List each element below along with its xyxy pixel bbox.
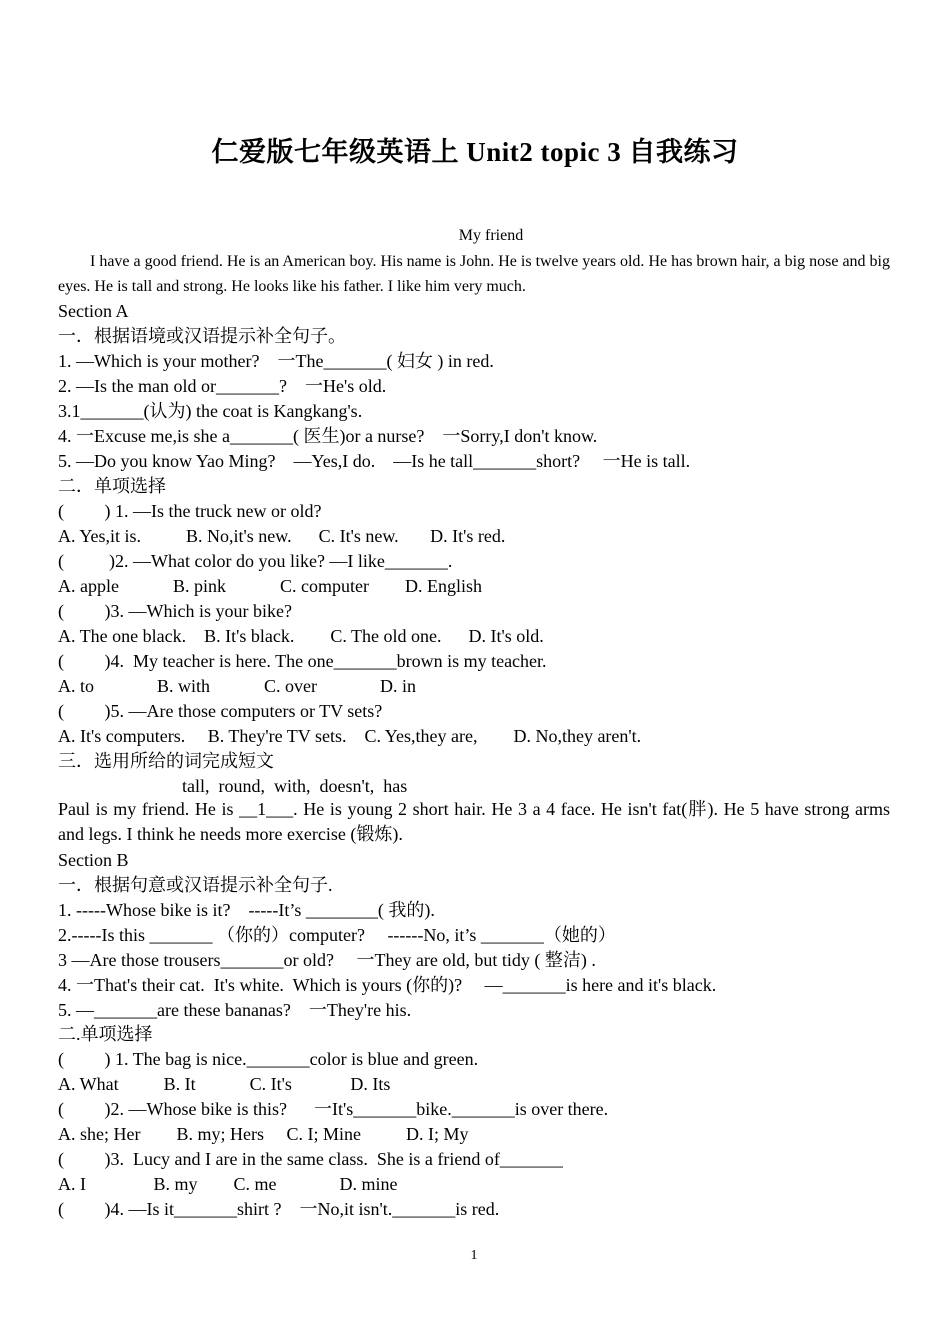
question-line: 2.-----Is this _______ （你的）computer? ------No, it’s _______（她的） <box>58 925 616 945</box>
options-line: A. The one black. B. It's black. C. The old one. D. It's old. <box>58 626 544 646</box>
question-line: 4. 一Excuse me,is she a_______( 医生)or a nurse? 一Sorry,I don't know. <box>58 426 598 446</box>
word-bank: tall, round, with, doesn't, has <box>182 776 408 796</box>
page-title: 仁爱版七年级英语上 Unit2 topic 3 自我练习 <box>211 137 739 167</box>
question-line: ( ) 1. —Is the truck new or old? <box>58 501 322 521</box>
section-a-heading: Section A <box>58 301 129 321</box>
question-line: 3 —Are those trousers_______or old? 一They are old, but tidy ( 整洁) . <box>58 950 596 970</box>
question-line: 5. —_______are these bananas? 一They're his. <box>58 1000 412 1020</box>
page-number: 1 <box>470 1248 478 1263</box>
question-line: ( )2. —What color do you like? —I like_______. <box>58 551 453 571</box>
part-1-heading: 一．根据语境或汉语提示补全句子。 <box>58 326 346 346</box>
question-line: 5. —Do you know Yao Ming? —Yes,I do. —Is he tall_______short? 一He is tall. <box>58 451 691 471</box>
options-line: A. I B. my C. me D. mine <box>58 1174 398 1194</box>
question-line: ( )4. —Is it_______shirt ? 一No,it isn't._______is red. <box>58 1199 500 1219</box>
question-line: ( )3. —Which is your bike? <box>58 601 292 621</box>
options-line: A. Yes,it is. B. No,it's new. C. It's new. D. It's red. <box>58 526 506 546</box>
options-line: A. What B. It C. It's D. Its <box>58 1074 391 1094</box>
question-line: 1. —Which is your mother? 一The_______( 妇女 ) in red. <box>58 351 494 371</box>
part-1-heading: 一．根据句意或汉语提示补全句子. <box>58 875 333 895</box>
question-line: ( )2. —Whose bike is this? 一It's_______bike._______is over there. <box>58 1099 609 1119</box>
options-line: A. she; Her B. my; Hers C. I; Mine D. I; My <box>58 1124 469 1144</box>
question-line: 1. -----Whose bike is it? -----It’s ________( 我的). <box>58 900 435 920</box>
part-3-heading: 三．选用所给的词完成短文 <box>58 751 274 771</box>
part-2-heading: 二.单项选择 <box>58 1024 153 1044</box>
part-2-heading: 二．单项选择 <box>58 476 166 496</box>
question-line: 2. —Is the man old or_______? 一He's old. <box>58 376 387 396</box>
question-line: ( )5. —Are those computers or TV sets? <box>58 701 383 721</box>
cloze-passage: Paul is my friend. He is __1___. He is young 2 short hair. He 3 a 4 face. He isn't fat(胖). He 5 have strong arms and legs. I think he needs more exercise (锻炼). <box>58 799 890 844</box>
section-b-heading: Section B <box>58 850 129 870</box>
question-line: 4. 一That's their cat. It's white. Which is yours (你的)? —_______is here and it's black. <box>58 975 717 995</box>
options-line: A. apple B. pink C. computer D. English <box>58 576 482 596</box>
question-line: 3.1_______(认为) the coat is Kangkang's. <box>58 401 363 421</box>
options-line: A. It's computers. B. They're TV sets. C. Yes,they are, D. No,they aren't. <box>58 726 642 746</box>
reading-title: My friend <box>458 227 524 244</box>
reading-passage: I have a good friend. He is an American boy. His name is John. He is twelve years old. He has brown hair, a big nose and big eyes. He is tall and strong. He looks like his father. I like him very much. <box>58 253 890 295</box>
question-line: ( ) 1. The bag is nice._______color is blue and green. <box>58 1049 479 1069</box>
question-line: ( )3. Lucy and I are in the same class. She is a friend of_______ <box>58 1149 563 1169</box>
options-line: A. to B. with C. over D. in <box>58 676 416 696</box>
question-line: ( )4. My teacher is here. The one_______brown is my teacher. <box>58 651 547 671</box>
